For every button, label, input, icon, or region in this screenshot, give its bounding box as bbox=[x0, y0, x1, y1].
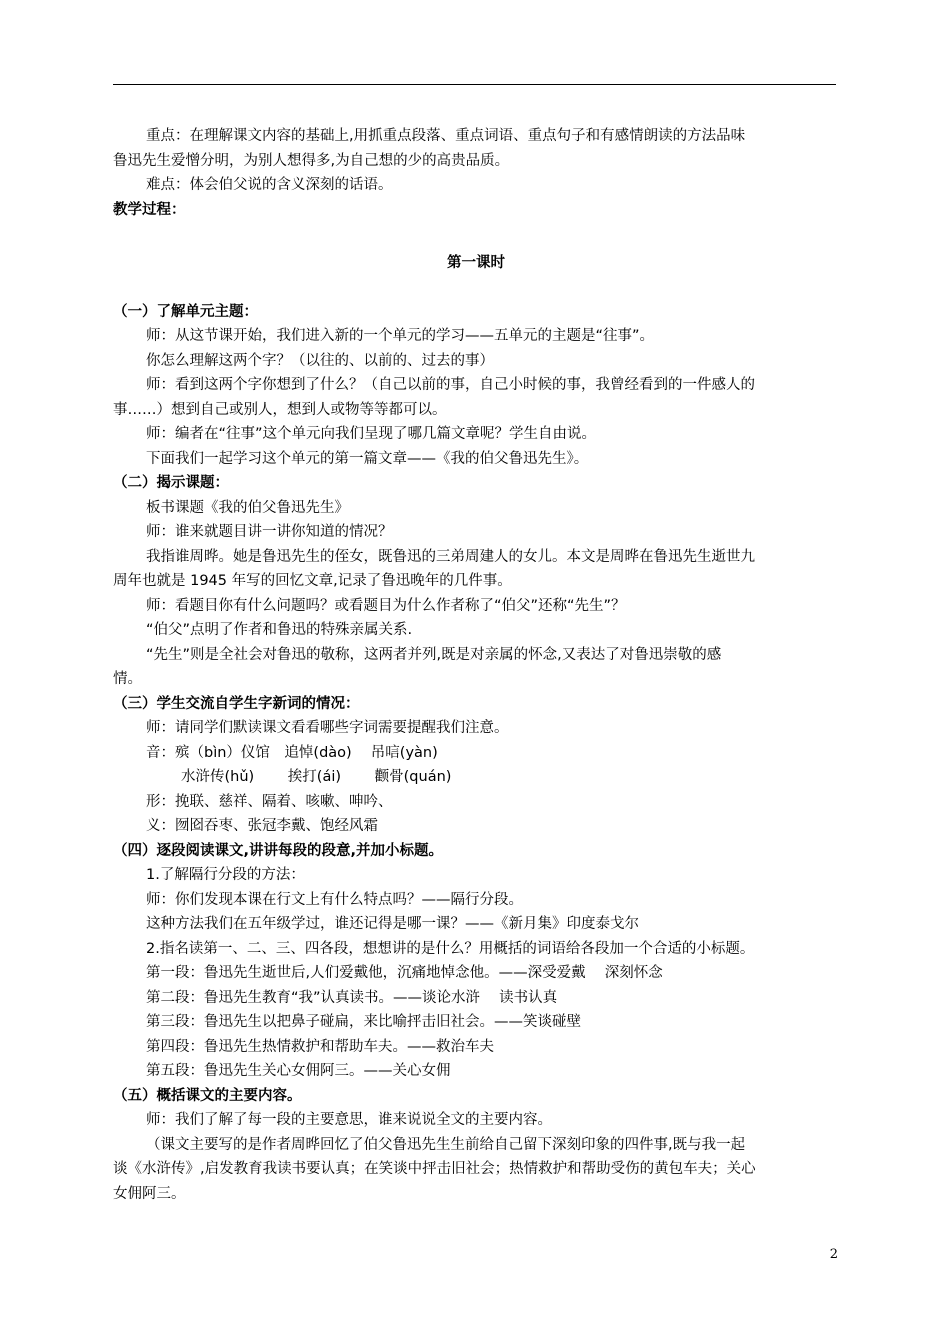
section-heading-5: （五）概括课文的主要内容。 bbox=[113, 1087, 302, 1104]
key-points-line-1: 重点：在理解课文内容的基础上,用抓重点段落、重点词语、重点句子和有感情朗读的方法品味 bbox=[146, 128, 746, 144]
spacer bbox=[113, 275, 839, 300]
key-points-line-2: 鲁迅先生爱憎分明，为别人想得多,为自己想的少的高贵品质。 bbox=[113, 152, 510, 169]
paragraph-line: 师：看题目你有什么问题吗？或看题目为什么作者称了“伯父”还称“先生”？ bbox=[146, 597, 626, 614]
paragraph-line: 女佣阿三。 bbox=[113, 1185, 186, 1202]
paragraph-line: 你怎么理解这两个字？（以往的、以前的、过去的事） bbox=[146, 352, 494, 369]
spacer bbox=[113, 222, 839, 247]
paragraph-line: 师：从这节课开始，我们进入新的一个单元的学习——五单元的主题是“往事”。 bbox=[146, 328, 655, 344]
paragraph-line: 事……）想到自己或别人，想到人或物等等都可以。 bbox=[113, 401, 447, 418]
paragraph-line: 师：我们了解了每一段的主要意思，谁来说说全文的主要内容。 bbox=[146, 1112, 552, 1128]
section-heading-1: （一）了解单元主题： bbox=[113, 303, 258, 320]
paragraph-line: “先生”则是全社会对鲁迅的敬称，这两者并列,既是对亲属的怀念,又表达了对鲁迅崇敬的感 bbox=[146, 646, 722, 663]
paragraph-line: 师：编者在“往事”这个单元向我们呈现了哪几篇文章呢？学生自由说。 bbox=[146, 426, 597, 442]
lesson-title: 第一课时 bbox=[447, 254, 505, 271]
paragraph-line: （课文主要写的是作者周晔回忆了伯父鲁迅先生生前给自己留下深刻印象的四件事,既与我一起 bbox=[146, 1136, 746, 1153]
paragraph-line: 板书课题《我的伯父鲁迅先生》 bbox=[146, 499, 349, 516]
paragraph-line: 谈《水浒传》,启发教育我读书要认真；在笑谈中抨击旧社会；热情救护和帮助受伤的黄包车夫；关心 bbox=[113, 1161, 756, 1177]
paragraph-line: 这种方法我们在五年级学过，谁还记得是哪一课？——《新月集》印度泰戈尔 bbox=[146, 916, 639, 932]
section-heading-3: （三）学生交流自学生字新词的情况： bbox=[113, 695, 360, 712]
header-rule bbox=[113, 84, 836, 85]
page-number: 2 bbox=[829, 1247, 838, 1262]
paragraph-line: 我指谁周晔。她是鲁迅先生的侄女，既鲁迅的三弟周建人的女儿。本文是周晔在鲁迅先生逝世九 bbox=[146, 548, 755, 565]
section-heading-2: （二）揭示课题： bbox=[113, 475, 229, 491]
paragraph-summary-line: 第二段：鲁迅先生教育“我”认真读书。——谈论水浒 读书认真 bbox=[146, 989, 558, 1006]
paragraph-line: 师：请同学们默读课文看看哪些字词需要提醒我们注意。 bbox=[146, 720, 509, 736]
section-heading-4: （四）逐段阅读课文,讲讲每段的段意,并加小标题。 bbox=[113, 842, 444, 859]
paragraph-summary-line: 第一段：鲁迅先生逝世后,人们爱戴他，沉痛地悼念他。——深受爱戴 深刻怀念 bbox=[146, 965, 663, 981]
paragraph-summary-line: 第三段：鲁迅先生以把鼻子碰扁，来比喻抨击旧社会。——笑谈碰壁 bbox=[146, 1014, 581, 1030]
meaning-line: 义：囫囵吞枣、张冠李戴、饱经风霜 bbox=[146, 818, 378, 834]
difficulty-line: 难点：体会伯父说的含义深刻的话语。 bbox=[146, 177, 393, 193]
paragraph-line: 情。 bbox=[113, 671, 142, 687]
paragraph-line: “伯父”点明了作者和鲁迅的特殊亲属关系. bbox=[146, 622, 413, 638]
document-body bbox=[113, 124, 839, 1206]
paragraph-line: 师：你们发现本课在行文上有什么特点吗？——隔行分段。 bbox=[146, 891, 523, 908]
paragraph-line: 师：谁来就题目讲一讲你知道的情况？ bbox=[146, 524, 393, 540]
teaching-process-heading: 教学过程： bbox=[113, 201, 186, 218]
paragraph-line: 2.指名读第一、二、三、四各段，想想讲的是什么？用概括的词语给各段加一个合适的小标题。 bbox=[146, 940, 755, 957]
paragraph-line: 周年也就是 1945 年写的回忆文章,记录了鲁迅晚年的几件事。 bbox=[113, 573, 512, 589]
paragraph-line: 1.了解隔行分段的方法： bbox=[146, 867, 305, 883]
pronunciation-line: 水浒传(hǔ) 挨打(ái) 颧骨(quán) bbox=[181, 769, 452, 785]
paragraph-summary-line: 第五段：鲁迅先生关心女佣阿三。——关心女佣 bbox=[146, 1063, 451, 1079]
paragraph-line: 师：看到这两个字你想到了什么？（自己以前的事，自己小时候的事，我曾经看到的一件感人的 bbox=[146, 377, 755, 393]
paragraph-line: 下面我们一起学习这个单元的第一篇文章——《我的伯父鲁迅先生》。 bbox=[146, 450, 589, 467]
pronunciation-line: 音：殡（bìn）仪馆 追悼(dào) 吊唁(yàn) bbox=[146, 744, 438, 761]
paragraph-summary-line: 第四段：鲁迅先生热情救护和帮助车夫。——救治车夫 bbox=[146, 1038, 494, 1055]
form-line: 形：挽联、慈祥、隔着、咳嗽、呻吟、 bbox=[146, 793, 393, 810]
